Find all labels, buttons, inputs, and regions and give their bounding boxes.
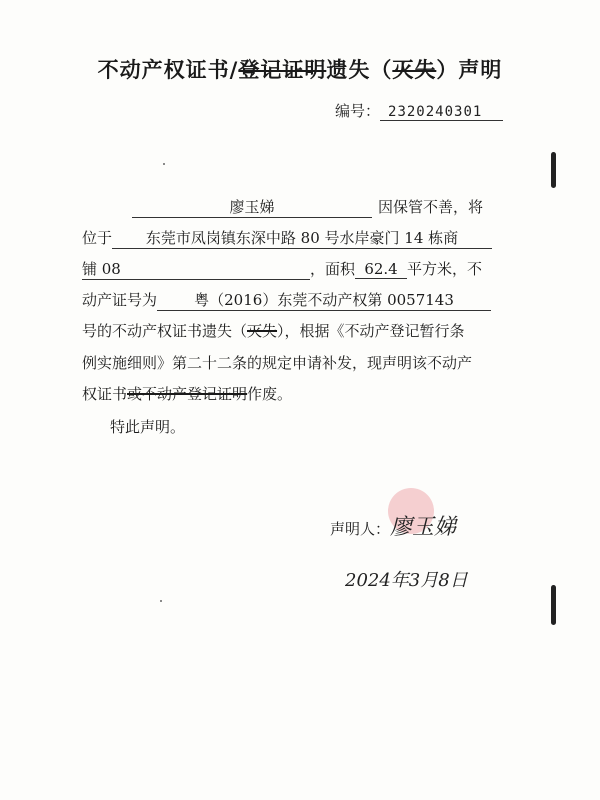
declaration-date: 2024年3月8日	[345, 570, 468, 591]
body-line-2	[82, 227, 492, 249]
closing-text: 特此声明。	[110, 418, 186, 436]
line7-prefix: 权证书	[82, 385, 128, 403]
title-suffix: ）声明	[436, 58, 503, 82]
area-label: ，面积	[310, 260, 356, 278]
body-line-7	[82, 383, 292, 404]
document-number-row	[335, 100, 503, 121]
address-field: 东莞市凤岗镇东深中路 80 号水岸豪门 14 栋商	[112, 227, 492, 249]
line4-prefix: 动产证号为	[82, 291, 158, 309]
number-value: 2320240301	[380, 104, 503, 121]
body-line-1	[132, 196, 483, 218]
binding-hole-mark-bottom	[551, 585, 556, 625]
area-value-field: 62.4	[355, 260, 407, 279]
line5-prefix: 号的不动产权证书遗失（	[82, 322, 248, 340]
title-struck-destroyed: 灭失	[392, 58, 437, 82]
declarant-label: 声明人：	[330, 520, 391, 538]
body-line-4	[82, 289, 491, 311]
declarant-row	[330, 510, 456, 541]
speck-mark	[160, 600, 162, 602]
speck-mark	[163, 163, 165, 165]
body-line-5	[82, 320, 465, 341]
document-title	[0, 54, 600, 84]
title-struck-registration-proof: 登记证明	[238, 58, 327, 82]
area-unit: 平方米，不	[407, 260, 483, 278]
line5-suffix: ），根据《不动产登记暂行条	[277, 322, 465, 340]
closing-line	[110, 416, 185, 437]
line1-text: 因保管不善，将	[378, 198, 484, 216]
owner-name-field: 廖玉娣	[132, 196, 372, 218]
line7-suffix: 作废。	[247, 385, 293, 403]
declarant-signature: 廖玉娣	[390, 515, 457, 540]
line5-struck-destroyed: 灭失	[247, 322, 278, 340]
title-mid: 遗失（	[326, 58, 393, 82]
body-line-3	[82, 258, 482, 280]
number-label: 编号：	[335, 102, 381, 120]
title-prefix: 不动产权证书/	[97, 58, 239, 82]
address-continuation-field: 铺 08	[82, 258, 310, 280]
line2-prefix: 位于	[82, 229, 113, 247]
line7-struck-registration-proof: 或不动产登记证明	[127, 385, 248, 403]
binding-hole-mark-top	[551, 152, 556, 188]
certificate-number-field: 粤（2016）东莞不动产权第 0057143	[157, 289, 491, 311]
line6-text: 例实施细则》第二十二条的规定申请补发，现声明该不动产	[82, 354, 473, 372]
body-line-6	[82, 352, 472, 373]
